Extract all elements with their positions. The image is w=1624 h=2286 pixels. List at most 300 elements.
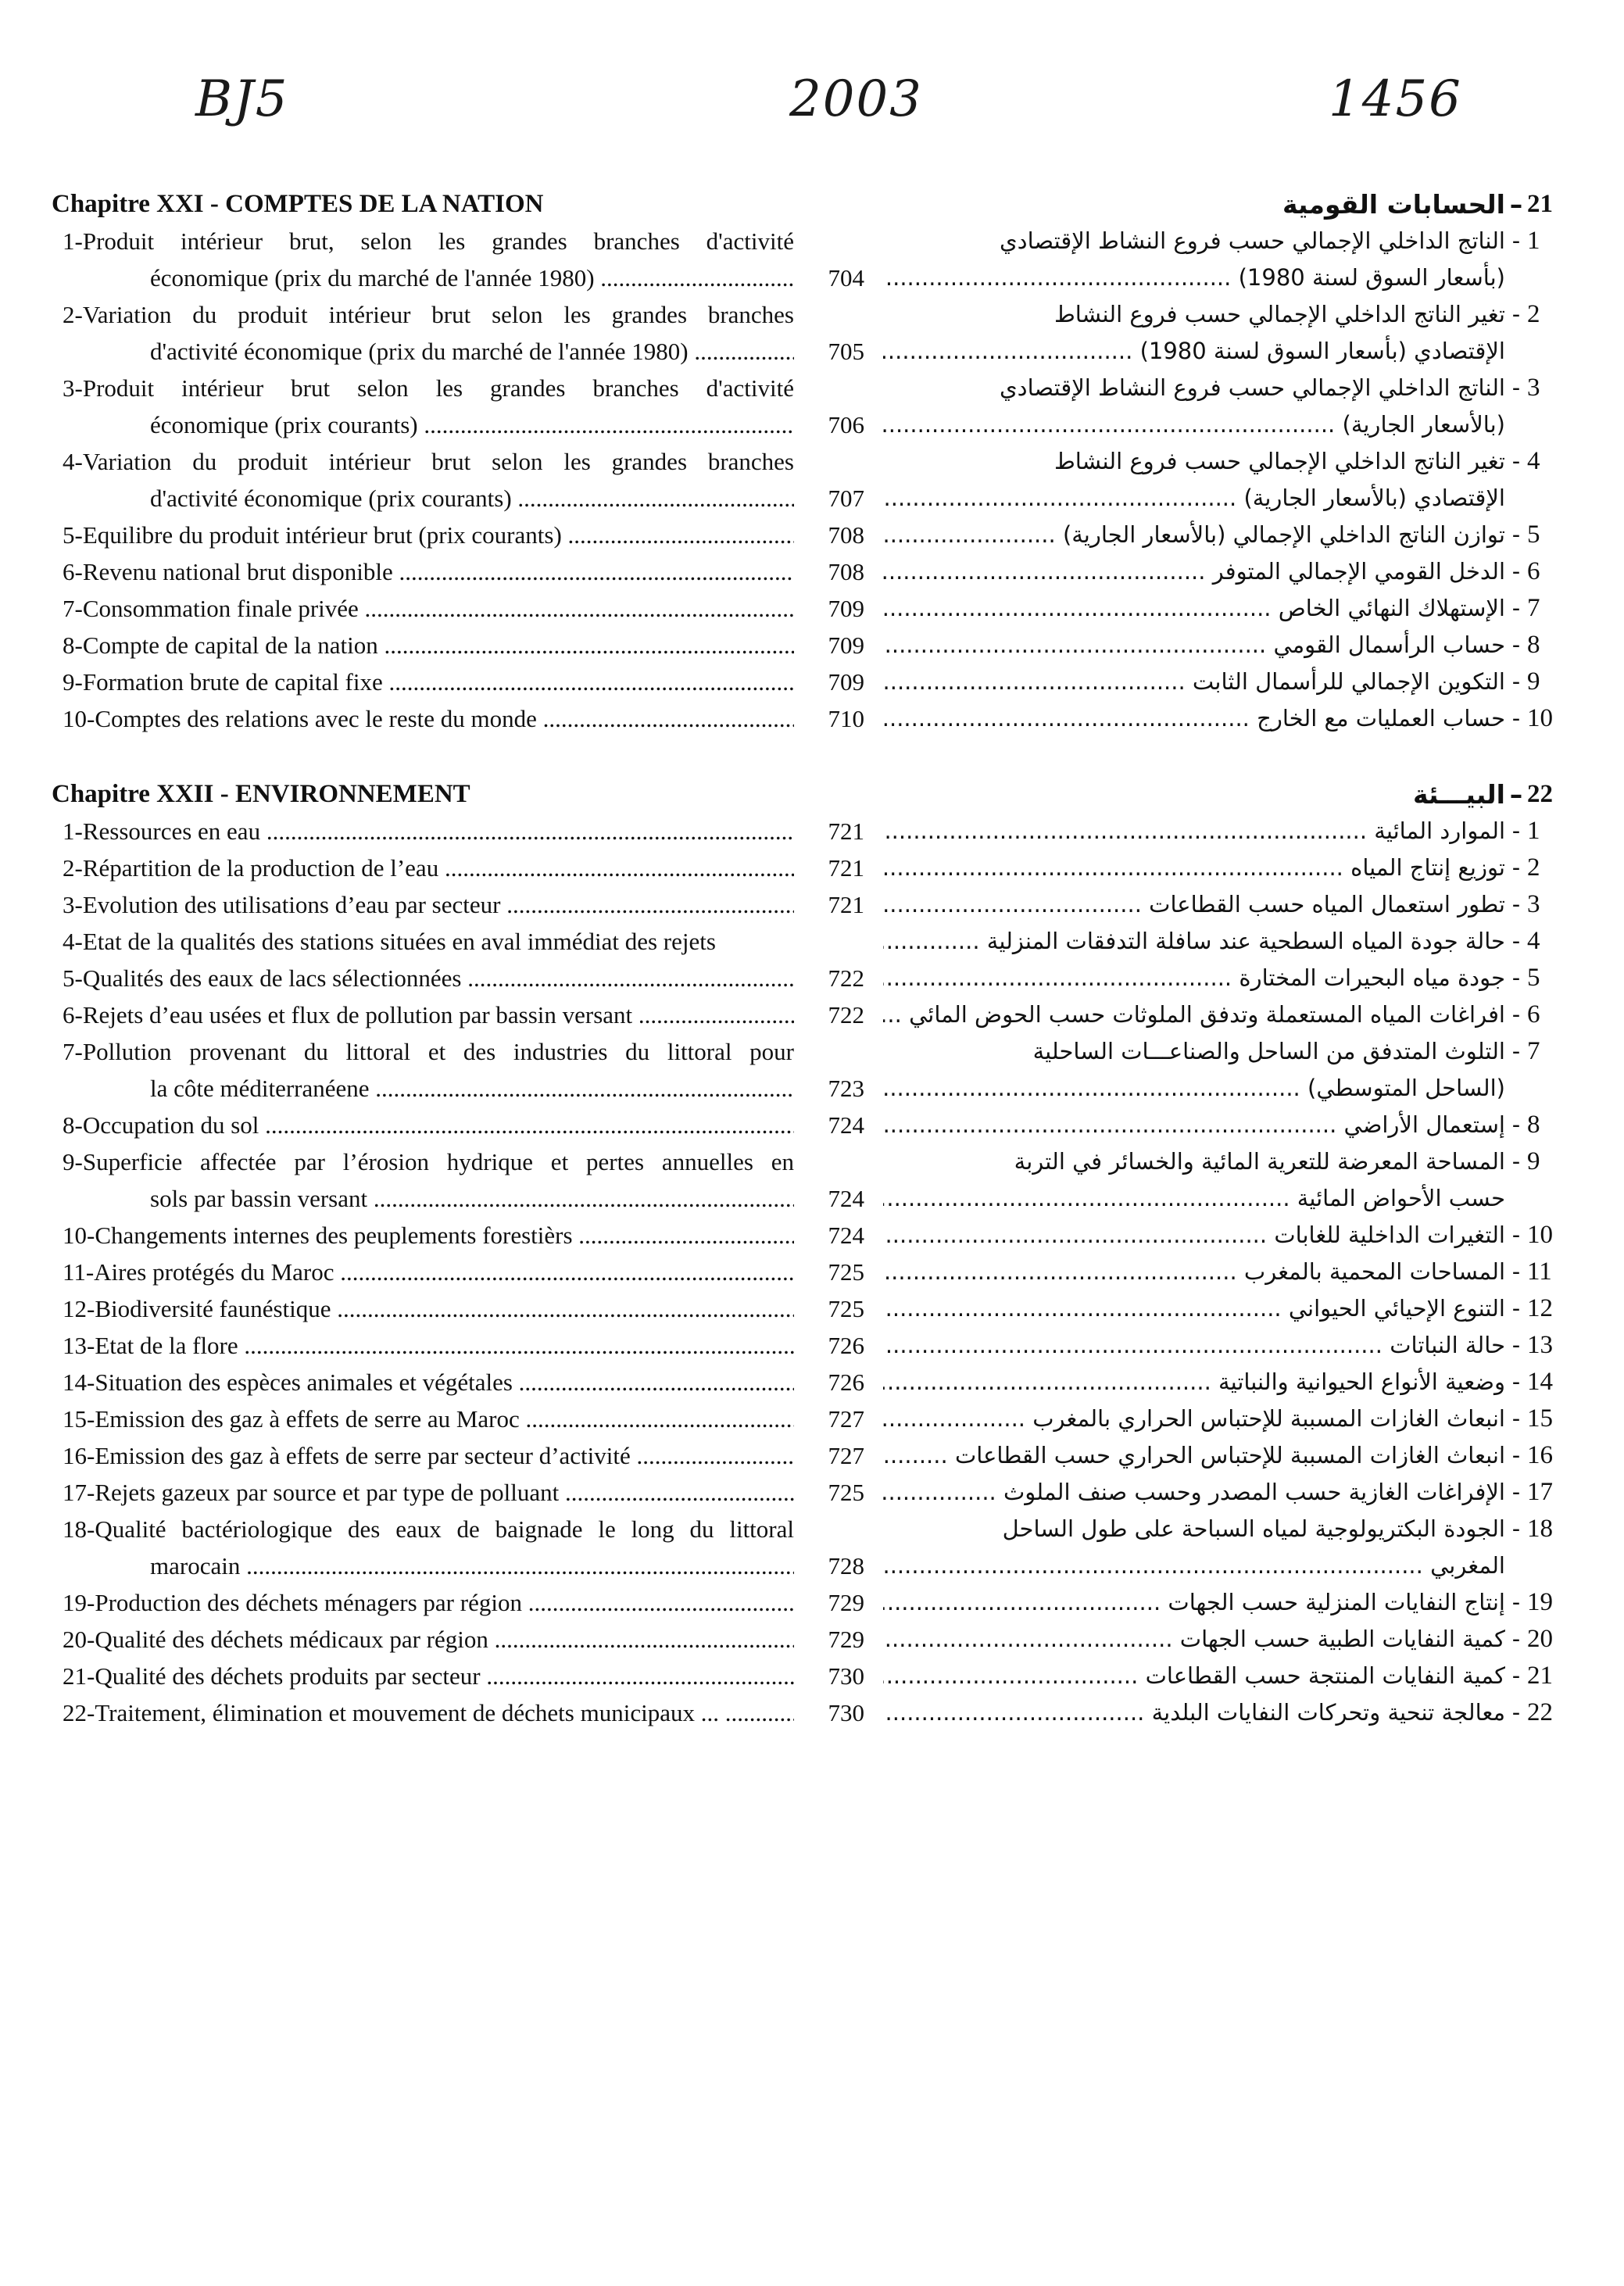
chapter-title-ar [883, 776, 1571, 813]
entry-line-text: 3-Evolution des utilisations d’eau par secteur ..... [63, 891, 794, 918]
entry-line-text: 10-Changements internes des peuplements forestièrs ..... [63, 1222, 794, 1249]
entry-number-ar: 2 [1527, 853, 1540, 882]
dash-separator: - [1511, 1001, 1521, 1028]
entry-text-fr [52, 923, 794, 960]
entry-text-fr [52, 296, 794, 370]
entry-text-fr [52, 370, 794, 443]
entry-text-ar [883, 627, 1505, 664]
entry-line [63, 406, 794, 443]
entry-line-text: توازن الناتج الداخلي الإجمالي (بالأسعار الجارية) ..... [883, 521, 1505, 548]
entry-text-ar [883, 1658, 1505, 1694]
toc-entry-fr [52, 923, 864, 960]
entry-line [63, 813, 794, 850]
entry-line [63, 1033, 794, 1070]
entry-line-text: المغربي ..... [883, 1552, 1505, 1579]
entry-number-ar: 18 [1527, 1515, 1553, 1543]
toc-entry-ar [883, 1364, 1571, 1401]
entry-number-ar: 4 [1527, 927, 1540, 955]
toc-entry-ar [883, 1290, 1571, 1327]
toc-entry-fr [52, 886, 864, 923]
entry-line-text: 2-Répartition de la production de l’eau ..... [63, 854, 794, 882]
entry-line-text: la côte méditerranéene ..... [150, 1075, 794, 1102]
entry-line [883, 960, 1505, 996]
entry-line-text: d'activité économique (prix du marché de l'année 1980) ..... [150, 338, 794, 365]
entry-line-text: 19-Production des déchets ménagers par région ..... [63, 1589, 794, 1616]
entry-line-text: الإقتصادي (بالأسعار الجارية) ..... [883, 485, 1505, 511]
entry-text-fr [52, 960, 794, 996]
entry-text-ar [883, 664, 1505, 700]
page-number: 729 [828, 1626, 864, 1653]
toc-entry-ar [883, 1143, 1571, 1217]
entry-line-text: تغير الناتج الداخلي الإجمالي حسب فروع النشاط [1053, 301, 1505, 327]
entry-line-text: 21-Qualité des déchets produits par secteur ..... [63, 1662, 794, 1690]
toc-entry-ar [883, 296, 1571, 370]
entry-line [883, 813, 1505, 850]
entry-number-ar: 17 [1527, 1478, 1553, 1506]
chapter-label-ar: الحسابات القومية [1282, 189, 1505, 220]
toc-entry-ar [883, 664, 1571, 700]
entry-line-text: كمية النفايات الطبية حسب الجهات ..... [883, 1626, 1505, 1652]
entry-number-ar: 9 [1527, 1147, 1540, 1175]
toc-entry-fr [52, 1401, 864, 1437]
entry-line-text: 8-Occupation du sol ..... [63, 1111, 794, 1139]
entry-text-ar [883, 1364, 1505, 1401]
entry-line-text: 17-Rejets gazeux par source et par type de polluant ..... [63, 1479, 794, 1506]
page-number: 730 [828, 1662, 864, 1690]
page-number: 724 [828, 1111, 864, 1139]
dash-separator: - [1511, 1699, 1521, 1726]
dash-separator: - [1511, 1662, 1521, 1689]
dash-separator: - [1511, 521, 1521, 548]
entry-line-text: 2-Variation du produit intérieur brut selon les grandes branches [63, 301, 794, 328]
entry-line [883, 1437, 1505, 1474]
entry-line-text: الجودة البكتريولوجية لمياه السباحة على طول الساحل [1002, 1515, 1505, 1542]
entry-line-text: (الساحل المتوسطي) ..... [883, 1075, 1505, 1101]
entry-line [883, 259, 1505, 296]
entry-number-ar: 14 [1527, 1368, 1553, 1396]
entry-line-text: d'activité économique (prix courants) ..... [150, 485, 794, 512]
entry-line-text: كمية النفايات المنتجة حسب القطاعات ..... [883, 1662, 1505, 1689]
page-number: 709 [828, 668, 864, 696]
entry-line [883, 1584, 1505, 1621]
entry-number-ar: 11 [1527, 1257, 1552, 1286]
toc-entry-ar [883, 850, 1571, 886]
toc-entry-fr [52, 1621, 864, 1658]
entry-line-text: 14-Situation des espèces animales et végétales ..... [63, 1368, 794, 1396]
entry-line [63, 850, 794, 886]
chapter-title-ar [883, 186, 1571, 223]
entry-line-text: 1-Produit intérieur brut, selon les grandes branches d'activité [63, 227, 794, 255]
entry-number-ar: 4 [1527, 447, 1540, 475]
entry-number-ar: 5 [1527, 521, 1540, 549]
page-number: 724 [828, 1222, 864, 1249]
toc-entry-fr [52, 664, 864, 700]
entry-text-ar [883, 923, 1505, 960]
entry-line [63, 664, 794, 700]
dash-separator: - [1511, 631, 1521, 658]
entry-line-text: 9-Superficie affectée par l’érosion hydrique et pertes annuelles en [63, 1148, 794, 1175]
dash-separator: - [1511, 964, 1521, 991]
entry-text-ar [883, 960, 1505, 996]
entry-number-ar: 13 [1527, 1331, 1553, 1359]
entry-text-ar [883, 850, 1505, 886]
entry-text-ar [883, 1254, 1505, 1290]
dash-separator: - [1511, 1148, 1521, 1175]
toc-entry-fr [52, 370, 864, 443]
entry-line [63, 590, 794, 627]
toc-entry-ar [883, 1107, 1571, 1143]
entry-line-text: 7-Consommation finale privée ..... [63, 595, 794, 622]
dash-separator: – [1509, 779, 1523, 810]
dash-separator: - [1511, 1038, 1521, 1064]
entry-line [883, 1033, 1505, 1070]
dash-separator: - [1511, 1405, 1521, 1432]
entry-line [883, 370, 1505, 406]
toc-entry-fr [52, 1511, 864, 1584]
toc-entry-ar [883, 1254, 1571, 1290]
toc-entry-fr [52, 996, 864, 1033]
entry-text-ar [883, 813, 1505, 850]
toc-entry-fr [52, 296, 864, 370]
entry-line [63, 700, 794, 737]
dash-separator: - [1511, 817, 1521, 844]
entry-line-text: (بالأسعار الجارية) ..... [883, 411, 1505, 438]
entry-text-fr [52, 1217, 794, 1254]
entry-line [883, 1621, 1505, 1658]
dash-separator: - [1511, 1589, 1521, 1615]
entry-text-fr [52, 1290, 794, 1327]
entry-line [883, 480, 1505, 517]
entry-line-text: الإقتصادي (بأسعار السوق لسنة 1980) ..... [883, 338, 1505, 364]
dash-separator: - [1511, 595, 1521, 621]
entry-number-ar: 19 [1527, 1588, 1553, 1616]
entry-line [63, 1327, 794, 1364]
entry-line-text: جودة مياه البحيرات المختارة ..... [883, 964, 1505, 991]
entry-line [883, 1217, 1505, 1254]
entry-text-fr [52, 1033, 794, 1107]
entry-line [883, 1327, 1505, 1364]
entry-text-fr [52, 627, 794, 664]
entry-text-ar [883, 590, 1505, 627]
page-number: 722 [828, 964, 864, 992]
entry-text-ar [883, 223, 1505, 296]
entry-line-text: حسب الأحواض المائية ..... [883, 1185, 1505, 1211]
entry-line-text: 4-Variation du produit intérieur brut selon les grandes branches [63, 448, 794, 475]
page-number: 725 [828, 1258, 864, 1286]
entry-text-ar [883, 1584, 1505, 1621]
dash-separator: - [1511, 928, 1521, 954]
page-number: 725 [828, 1479, 864, 1506]
toc-entry-fr [52, 1437, 864, 1474]
entry-line-text: marocain ..... [150, 1552, 794, 1579]
entry-number-ar: 7 [1527, 594, 1540, 622]
dash-separator: - [1511, 1442, 1521, 1469]
entry-line [63, 1694, 794, 1731]
dash-separator: - [1511, 1295, 1521, 1322]
dash-separator: - [1511, 668, 1521, 695]
entry-number-ar: 8 [1527, 1111, 1540, 1139]
entry-text-ar [883, 296, 1505, 370]
entry-line-text: (بأسعار السوق لسنة 1980) ..... [883, 264, 1505, 291]
entry-line-text: 8-Compte de capital de la nation ..... [63, 631, 794, 659]
french-column [52, 186, 864, 1731]
dash-separator: - [1511, 227, 1521, 254]
toc-entry-fr [52, 1327, 864, 1364]
entry-text-fr [52, 1107, 794, 1143]
toc-entry-ar [883, 996, 1571, 1033]
entry-line [63, 259, 794, 296]
entry-line-text: التنوع الإحيائي الحيواني ..... [883, 1295, 1505, 1322]
page-number: 710 [828, 705, 864, 732]
toc-entry-fr [52, 517, 864, 553]
entry-line [63, 553, 794, 590]
page-number: 728 [828, 1552, 864, 1579]
entry-text-fr [52, 443, 794, 517]
entry-line [63, 480, 794, 517]
entry-line [883, 1254, 1505, 1290]
entry-line-text: الدخل القومي الإجمالي المتوفر ..... [883, 558, 1505, 585]
entry-line-text: حالة النباتات ..... [883, 1332, 1505, 1358]
handwritten-note-right: 1456 [1329, 70, 1462, 128]
entry-line [883, 1401, 1505, 1437]
entry-text-ar [883, 1511, 1505, 1584]
entry-number-ar: 1 [1527, 227, 1540, 255]
entry-line-text: إنتاج النفايات المنزلية حسب الجهات ..... [883, 1589, 1505, 1615]
toc-entry-fr [52, 1217, 864, 1254]
entry-line-text: 18-Qualité bactériologique des eaux de baignade le long du littoral [63, 1515, 794, 1543]
entry-line-text: انبعاث الغازات المسببة للإحتباس الحراري بالمغرب ..... [883, 1405, 1505, 1432]
toc-entry-ar [883, 960, 1571, 996]
entry-text-fr [52, 1658, 794, 1694]
page-number: 727 [828, 1442, 864, 1469]
entry-line [63, 517, 794, 553]
toc-entry-fr [52, 1290, 864, 1327]
dash-separator: - [1511, 1479, 1521, 1505]
entry-line [63, 996, 794, 1033]
dash-separator: - [1511, 1111, 1521, 1138]
entry-line [883, 627, 1505, 664]
entry-number-ar: 15 [1527, 1404, 1553, 1433]
toc-entry-ar [883, 1217, 1571, 1254]
entry-line-text: وضعية الأنواع الحيوانية والنباتية ..... [883, 1368, 1505, 1395]
entry-line-text: تغير الناتج الداخلي الإجمالي حسب فروع النشاط [1053, 448, 1505, 474]
entry-text-fr [52, 813, 794, 850]
entry-text-fr [52, 996, 794, 1033]
entry-text-fr [52, 1437, 794, 1474]
entry-line [883, 1474, 1505, 1511]
entry-line-text: المساحات المحمية بالمغرب ..... [883, 1258, 1505, 1285]
entry-line [883, 590, 1505, 627]
toc-entry-fr [52, 1694, 864, 1731]
entry-text-fr [52, 850, 794, 886]
section-spacer [883, 737, 1571, 776]
entry-number-ar: 5 [1527, 964, 1540, 992]
entry-line [883, 664, 1505, 700]
toc-entry-fr [52, 1107, 864, 1143]
entry-line-text: تطور استعمال المياه حسب القطاعات ..... [883, 891, 1505, 918]
dash-separator: - [1511, 1626, 1521, 1652]
entry-line-text: 12-Biodiversité faunéstique ..... [63, 1295, 794, 1322]
dash-separator: - [1511, 1332, 1521, 1358]
dash-separator: - [1511, 1515, 1521, 1542]
entry-line [883, 443, 1505, 480]
entry-text-fr [52, 223, 794, 296]
toc-entry-fr [52, 700, 864, 737]
entry-line [63, 923, 794, 960]
entry-line-text: المساحة المعرضة للتعرية المائية والخسائر في التربة [1014, 1148, 1505, 1175]
entry-line [883, 553, 1505, 590]
entry-line-text: 11-Aires protégés du Maroc ..... [63, 1258, 794, 1286]
entry-text-fr [52, 664, 794, 700]
entry-text-fr [52, 1474, 794, 1511]
toc-entry-ar [883, 627, 1571, 664]
entry-line [883, 923, 1505, 960]
entry-line-text: انبعاث الغازات المسببة للإحتباس الحراري حسب القطاعات ..... [883, 1442, 1505, 1469]
entry-line-text: الناتج الداخلي الإجمالي حسب فروع النشاط الإقتصادي [999, 374, 1505, 401]
page-number: 724 [828, 1185, 864, 1212]
entry-text-fr [52, 1364, 794, 1401]
entry-number-ar: 20 [1527, 1625, 1553, 1653]
entry-text-fr [52, 1254, 794, 1290]
page-number: 726 [828, 1368, 864, 1396]
entry-number-ar: 12 [1527, 1294, 1553, 1322]
entry-line-text: 6-Revenu national brut disponible ..... [63, 558, 794, 585]
entry-text-fr [52, 590, 794, 627]
toc-entry-fr [52, 813, 864, 850]
entry-text-fr [52, 517, 794, 553]
entry-line [883, 996, 1505, 1033]
chapter-number-ar: 21 [1527, 190, 1553, 218]
entry-text-ar [883, 996, 1505, 1033]
toc-entry-ar [883, 517, 1571, 553]
toc-entry-ar [883, 1694, 1571, 1731]
toc-entry-fr [52, 590, 864, 627]
entry-line-text: الإفراغات الغازية حسب المصدر وحسب صنف الملوث ..... [883, 1479, 1505, 1505]
entry-number-ar: 1 [1527, 817, 1540, 845]
toc-entry-fr [52, 960, 864, 996]
entry-line-text: 1-Ressources en eau ..... [63, 817, 794, 845]
entry-text-fr [52, 1621, 794, 1658]
page-number: 723 [828, 1075, 864, 1102]
dash-separator: - [1511, 1258, 1521, 1285]
entry-line [63, 1658, 794, 1694]
entry-line-text: 4-Etat de la qualités des stations situées en aval immédiat des rejets [63, 928, 716, 955]
entry-line [883, 1511, 1505, 1547]
entry-line-text: توزيع إنتاج المياه ..... [883, 854, 1505, 881]
entry-text-fr [52, 1327, 794, 1364]
page-number: 727 [828, 1405, 864, 1433]
toc-entry-ar [883, 813, 1571, 850]
entry-line-text: 10-Comptes des relations avec le reste du monde ..... [63, 705, 794, 732]
entry-text-ar [883, 1107, 1505, 1143]
entry-line [63, 627, 794, 664]
entry-text-ar [883, 1217, 1505, 1254]
entry-number-ar: 7 [1527, 1037, 1540, 1065]
entry-line-text: معالجة تنحية وتحركات النفايات البلدية ..... [883, 1699, 1505, 1726]
entry-line [883, 1658, 1505, 1694]
entry-line-text: économique (prix du marché de l'année 1980) ..... [150, 264, 794, 292]
page-number: 706 [828, 411, 864, 438]
entry-line [63, 223, 794, 259]
handwritten-note-left: BJ5 [195, 70, 289, 128]
entry-line [63, 1584, 794, 1621]
entry-number-ar: 21 [1527, 1662, 1553, 1690]
entry-line-text: 5-Equilibre du produit intérieur brut (prix courants) ..... [63, 521, 794, 549]
entry-line [883, 406, 1505, 443]
page-number: 708 [828, 558, 864, 585]
entry-text-ar [883, 1474, 1505, 1511]
page-number: 721 [828, 854, 864, 882]
toc-entry-fr [52, 1658, 864, 1694]
entry-text-fr [52, 886, 794, 923]
entry-line [63, 1364, 794, 1401]
page-number: 722 [828, 1001, 864, 1029]
toc-entry-fr [52, 1254, 864, 1290]
entry-line [883, 1107, 1505, 1143]
toc-entry-ar [883, 1437, 1571, 1474]
dash-separator: - [1511, 1368, 1521, 1395]
entry-line [63, 443, 794, 480]
toc-entry-ar [883, 1033, 1571, 1107]
entry-number-ar: 9 [1527, 667, 1540, 696]
entry-line [63, 886, 794, 923]
entry-line-text: 20-Qualité des déchets médicaux par région ..... [63, 1626, 794, 1653]
entry-text-ar [883, 1437, 1505, 1474]
entry-line [883, 886, 1505, 923]
entry-text-ar [883, 443, 1505, 517]
entry-line [883, 296, 1505, 333]
entry-line-text: 6-Rejets d’eau usées et flux de pollution par bassin versant ..... [63, 1001, 794, 1029]
entry-text-fr [52, 1401, 794, 1437]
entry-line [63, 1143, 794, 1180]
entry-text-ar [883, 1290, 1505, 1327]
dash-separator: - [1511, 854, 1521, 881]
entry-line [63, 1437, 794, 1474]
entry-line [63, 296, 794, 333]
page-number: 704 [828, 264, 864, 292]
entry-number-ar: 3 [1527, 374, 1540, 402]
entry-line [883, 1364, 1505, 1401]
entry-number-ar: 6 [1527, 557, 1540, 585]
page-number: 721 [828, 891, 864, 918]
toc-entry-fr [52, 1143, 864, 1217]
toc-entry-fr [52, 850, 864, 886]
toc-entry-fr [52, 1364, 864, 1401]
entry-text-fr [52, 700, 794, 737]
entry-line [883, 700, 1505, 737]
page-number: 729 [828, 1589, 864, 1616]
entry-text-ar [883, 1033, 1505, 1107]
entry-line [63, 1254, 794, 1290]
arabic-column [883, 186, 1571, 1731]
entry-line-text: 16-Emission des gaz à effets de serre par secteur d’activité ..... [63, 1442, 794, 1469]
entry-line-text: حالة جودة المياه السطحية عند سافلة التدفقات المنزلية ..... [883, 928, 1505, 954]
page-number [794, 923, 864, 960]
chapter-title-fr: Chapitre XXII - ENVIRONNEMENT [52, 780, 470, 808]
entry-line [63, 1217, 794, 1254]
chapter-title-fr: Chapitre XXI - COMPTES DE LA NATION [52, 190, 544, 218]
handwritten-note-year: 2003 [789, 70, 923, 128]
entry-line [63, 1290, 794, 1327]
entry-text-fr [52, 553, 794, 590]
toc-entry-ar [883, 1401, 1571, 1437]
entry-line [63, 1107, 794, 1143]
dash-separator: - [1511, 374, 1521, 401]
entry-line [883, 333, 1505, 370]
entry-number-ar: 10 [1527, 1221, 1553, 1249]
toc-entry-fr [52, 1474, 864, 1511]
toc-entry-ar [883, 1327, 1571, 1364]
